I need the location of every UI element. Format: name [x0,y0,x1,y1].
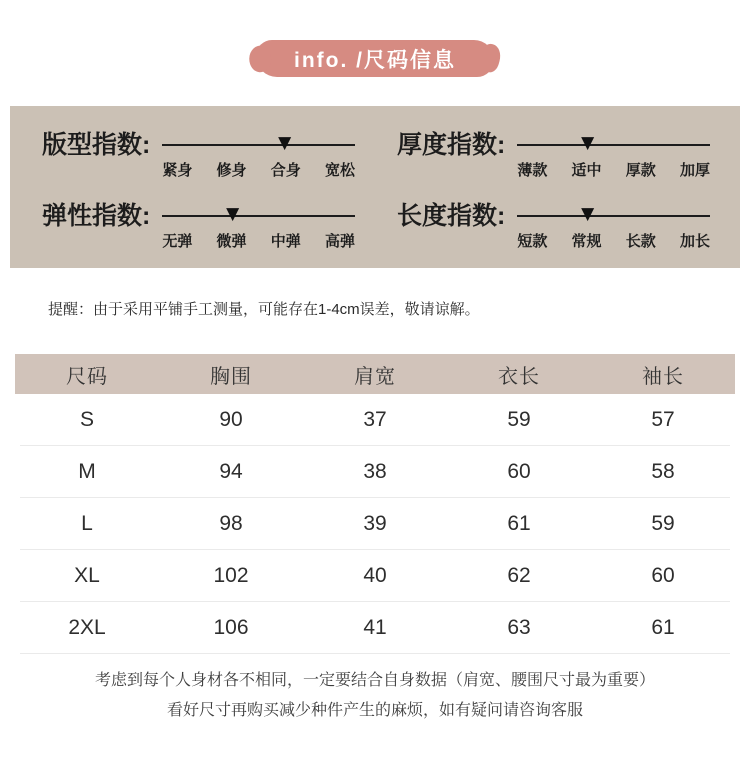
index-panel [10,106,740,268]
indicator-fit-scale [162,130,355,180]
indicator-fit-title: 版型指数: [42,131,151,159]
footnote-1: 考虑到每个人身材各不相同，一定要结合自身数据（肩宽、腰围尺寸最为重要） [94,672,655,689]
size-cell: S [79,408,94,431]
size-cell: 39 [363,512,387,535]
section-banner [256,40,494,77]
indicator-arrow-1: ▼ [581,133,595,153]
size-cell: 62 [507,564,531,587]
size-table-header [15,354,735,394]
col-header-length: 衣长 [498,365,540,388]
scale-labels [162,159,355,180]
size-cell: 2XL [68,616,106,639]
scale-option: 修身 [216,162,247,179]
indicator-length [397,201,710,252]
size-cell: 40 [363,564,387,587]
size-cell: L [81,512,93,535]
size-row-xl [15,550,735,602]
col-header-size: 尺码 [66,365,108,388]
indicator-elasticity [42,201,355,252]
scale-option: 无弹 [162,233,193,250]
footnote-2: 看好尺寸再购买减少种件产生的麻烦，如有疑问请咨询客服 [166,702,583,719]
size-cell: 59 [507,408,531,431]
banner-title: info. /尺码信息 [294,48,456,72]
size-row-m [15,446,735,498]
scale-line [517,204,710,224]
size-cell: M [78,460,96,483]
size-cell: XL [74,564,100,587]
size-info-page [0,40,750,722]
scale-option: 中弹 [270,233,301,250]
size-table [15,354,735,654]
scale-line [162,133,355,153]
col-header-bust: 胸围 [210,365,252,388]
size-cell: 37 [363,408,387,431]
scale-labels [517,230,710,251]
indicator-thickness-scale [517,130,710,180]
scale-option: 加长 [679,233,710,250]
indicator-thickness-title: 厚度指数: [397,131,506,159]
size-cell: 60 [651,564,675,587]
scale-option: 紧身 [162,162,193,179]
indicator-length-scale [517,201,710,251]
size-cell: 57 [651,408,675,431]
indicator-length-title: 长度指数: [397,202,506,230]
indicator-elasticity-scale [162,201,355,251]
size-cell: 102 [213,564,249,587]
size-cell: 94 [219,460,243,483]
size-row-l [15,498,735,550]
size-cell: 59 [651,512,675,535]
scale-option: 长款 [625,233,656,250]
size-cell: 63 [507,616,531,639]
scale-line [162,204,355,224]
size-cell: 106 [213,616,249,639]
size-cell: 61 [651,616,675,639]
scale-option: 厚款 [625,162,656,179]
scale-option: 短款 [517,233,548,250]
scale-labels [517,159,710,180]
size-cell: 61 [507,512,531,535]
indicator-elasticity-title: 弹性指数: [42,202,151,230]
size-cell: 58 [651,460,675,483]
size-row-s [15,394,735,446]
scale-option: 常规 [571,233,602,250]
indicator-arrow-0: ▼ [278,133,292,153]
scale-labels [162,230,355,251]
size-row-2xl [15,602,735,654]
size-cell: 60 [507,460,531,483]
scale-option: 高弹 [324,233,355,250]
scale-option: 宽松 [324,162,355,179]
scale-option: 薄款 [517,162,548,179]
scale-option: 微弹 [216,233,247,250]
scale-option: 加厚 [679,162,710,179]
scale-line [517,133,710,153]
size-cell: 38 [363,460,387,483]
col-header-sleeve: 袖长 [642,365,684,388]
size-cell: 98 [219,512,243,535]
scale-option: 合身 [270,162,301,179]
indicator-arrow-2: ▼ [226,204,240,224]
col-header-shoulder: 肩宽 [354,365,396,388]
indicator-thickness [397,130,710,181]
indicator-fit [42,130,355,181]
size-cell: 41 [363,616,387,639]
measurement-reminder: 提醒：由于采用平铺手工测量，可能存在1-4cm误差，敬请谅解。 [48,301,480,318]
scale-option: 适中 [571,162,602,179]
size-cell: 90 [219,408,243,431]
indicator-arrow-3: ▼ [581,204,595,224]
